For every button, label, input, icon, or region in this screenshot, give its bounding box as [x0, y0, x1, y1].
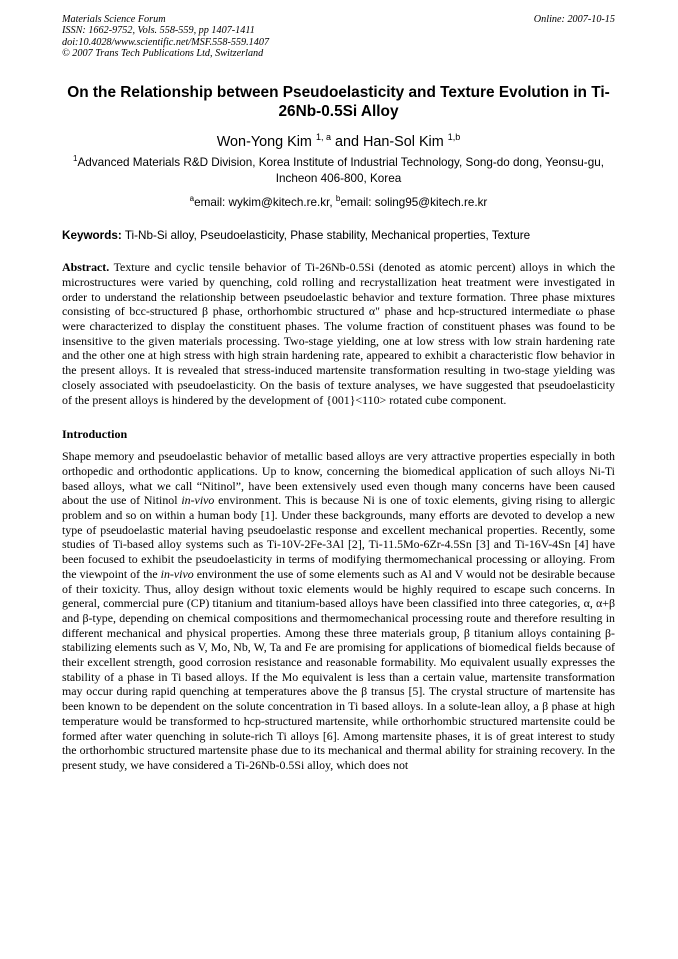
author-line — [62, 133, 615, 151]
email-text: email: wykim@kitech.re.kr, — [194, 196, 336, 210]
issn-line: ISSN: 1662-9752, Vols. 558-559, pp 1407-1411 — [62, 25, 255, 37]
online-date: Online: 2007-10-15 — [533, 14, 615, 25]
keywords-label: Keywords: — [62, 229, 122, 243]
keywords — [62, 228, 615, 243]
abstract-label: Abstract. — [62, 260, 110, 275]
author-name: Won-Yong Kim — [216, 134, 312, 151]
body-text: environment. This is because Ni is one of toxic elements, giving rising to allergic problem and so on within a human body [1]. Under these backgrounds, many efforts are devoted to develop a new type of pseudoelastic material having pseudoelastic response and excellent mechanical properties. Recently, some studies of Ti-based alloy systems such as Ti-10V-2Fe-3Al [2], Ti-11.5Mo-6Zr-4.5Sn [3] and Ti-16V-4Sn [4] have been focused to exhibit the pseudoelasticity in terms of modifying thermomechanical processing or alloying. From the viewpoint of the — [62, 493, 616, 581]
author-superscript: 1,b — [447, 132, 461, 143]
paper-page — [62, 14, 615, 773]
abstract-text: Texture and cyclic tensile behavior of Ti-26Nb-0.5Si (denoted as atomic percent) alloys in which the microstructures were varied by quenching, cold rolling and recrystallization heat treatment were investigated in order to understand the relationship between pseudoelastic behavior and texture formation. Three phase mixtures consisting of bcc-structured β phase, orthorhombic structured α" phase and hcp-structured intermediate ω phase were characterized to display the constituent phases. The volume fraction of constituent phases was found to be insensitive to the given materials processing. Two-stage yielding, one at low stress with low strain hardening rate and the other one at high stress with high strain hardening rate, appeared to exhibit a characteristic flow behavior in the present alloys. It is revealed that stress-induced martensite transformation resulting in two-stage yielding was closely associated with pseudoelasticity. On the basis of texture analyses, we have suggested that pseudoelasticity of the present alloys is hindered by the development of {001}<110> rotated cube component. — [62, 260, 615, 407]
keywords-text: Ti-Nb-Si alloy, Pseudoelasticity, Phase stability, Mechanical properties, Texture — [124, 229, 531, 243]
abstract — [62, 260, 615, 407]
italic-term: in-vivo — [181, 493, 215, 508]
author-name: Han-Sol Kim — [362, 134, 444, 151]
email-superscript: a — [189, 194, 195, 204]
body-text: Shape memory and pseudoelastic behavior of metallic based alloys are very attractive properties especially in both orthopedic and orthodontic applications. Up to know, concerning the biomedical application of such alloys Ni-Ti based alloys, what we call “Nitinol”, have been extensively used even though many concerns have been caused about the use of Nitinol — [62, 449, 615, 508]
journal-header — [62, 14, 615, 59]
copyright-line: © 2007 Trans Tech Publications Ltd, Switzerland — [62, 47, 264, 59]
italic-term: in-vivo — [160, 566, 194, 581]
section-heading: Introduction — [62, 427, 128, 442]
author-separator: and — [334, 134, 359, 151]
affiliation-text: Advanced Materials R&D Division, Korea Institute of Industrial Technology, Song-do dong, Yeonsu-gu, Incheon 406-800, Korea — [77, 156, 604, 186]
email-superscript: b — [335, 194, 341, 204]
affiliation — [62, 155, 615, 187]
body-text: environment the use of some elements such as Al and V would not be desirable because of their toxicity. Thus, alloy design without toxic elements would be highly required to escape such concerns. In general, commercial pure (CP) titanium and titanium-based alloys have been classified into three categories, α, α+β and β-type, depending on chemical compositions and thermomechanical processing route and therefore resulting in different mechanical and physical properties. Among these three materials group, β titanium alloys containing β-stabilizing elements such as V, Mo, Nb, W, Ta and Fe are promising for applications of biomedical fields because of their excellent strength, good corrosion resistance and reasonable formability. Mo equivalent usually expresses the stability of a phase in Ti based alloys. If the Mo equivalent is less than a certain value, martensite transformation may occur during rapid quenching at temperatures above the β transus [5]. The crystal structure of martensite has been known to be dependent on the solute concentration in Ti based alloys. In a solute-lean alloy, a β phase at high temperature would be transformed to hcp-structured martensite, while orthorhombic structured martensite could be formed after water quenching in solute-rich Ti alloys [6]. Among martensite phases, it is of great interest to study the orthorhombic structured martensite phase due to its mechanical and thermal ability for straining recovery. In the present study, we have considered a Ti-26Nb-0.5Si alloy, which does not — [62, 566, 615, 772]
doi-line: doi:10.4028/www.scientific.net/MSF.558-559.1407 — [62, 36, 270, 48]
journal-name: Materials Science Forum — [62, 14, 166, 25]
email-text: email: soling95@kitech.re.kr — [340, 196, 488, 210]
introduction-paragraph — [62, 449, 615, 772]
paper-title: On the Relationship between Pseudoelasticity and Texture Evolution in Ti-26Nb-0.5Si Alloy — [67, 84, 610, 121]
author-superscript: 1, a — [315, 132, 331, 143]
affiliation-superscript: 1 — [73, 154, 78, 164]
email-line — [62, 195, 615, 210]
